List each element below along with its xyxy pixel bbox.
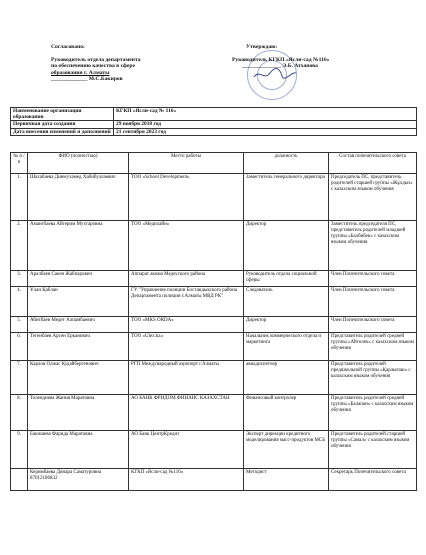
row-fio-cell: Амангбаева Айгерим Мухтаровна	[28, 221, 129, 271]
table-row	[11, 287, 417, 317]
row-work-cell: РГП Международный аэропорт г.Алматы	[129, 361, 244, 395]
row-work-cell: ТОО «School Development»	[129, 174, 244, 221]
info-row	[11, 121, 417, 128]
info-value: 29 ноября 2018 год	[114, 121, 417, 128]
row-role-cell: Член Попечительского совета	[329, 287, 417, 317]
table-row	[11, 361, 417, 395]
row-work-cell: ГУ "Управление полиции Бостандыкского района Департамента полиции г.Алматы МВД РК"	[129, 287, 244, 317]
table-row	[11, 333, 417, 361]
header-agreed	[51, 44, 211, 83]
agreed-signature: _____________ М.С.Бакиров	[51, 76, 123, 83]
row-role-cell: Член Попечительского совета	[329, 317, 417, 333]
row-work-cell: Аппарат акима Медеуского района	[129, 271, 244, 287]
row-fio-cell: Шахабаева Динмухамед Хабибуллаевич	[28, 174, 129, 221]
row-fio-cell: Толендиева Жания Маратовна	[28, 395, 129, 431]
row-num-cell: 7.	[11, 361, 28, 395]
approve-signature: ______________ Э.Б. Атханова	[242, 63, 318, 70]
row-position-cell: Руководитель отдела социальной сферы	[244, 271, 329, 287]
row-work-cell: ТОО «Ulex.kz»	[129, 333, 244, 361]
row-fio-cell: Карлов Олжас Кудайбергенович	[28, 361, 129, 395]
row-role-cell: Секретарь Попечительского совета	[329, 469, 417, 491]
header-approve	[232, 44, 397, 70]
info-row	[11, 128, 417, 135]
row-position-cell: Директор	[244, 317, 329, 333]
row-num-cell: 5.	[11, 317, 28, 333]
row-work-cell: ТОО «Медилайн»	[129, 221, 244, 271]
info-key: Наименование организации образования	[11, 108, 114, 121]
row-num-cell: 2.	[11, 221, 28, 271]
info-row	[11, 108, 417, 121]
table-row	[11, 431, 417, 469]
row-num-cell: 9.	[11, 431, 28, 469]
row-role-cell: Представитель родителей средней группы «Айгөлек» с казахским языком обучения	[329, 333, 417, 361]
table-row	[11, 174, 417, 221]
agreed-line-2: по обеспечению качества в сфере	[51, 63, 135, 70]
row-fio-cell: Тегенбаев Арсен Ерканович	[28, 333, 129, 361]
row-num-cell: 6.	[11, 333, 28, 361]
row-position-cell: Следователь	[244, 287, 329, 317]
table-row	[11, 221, 417, 271]
row-num-cell	[11, 469, 28, 491]
row-num-cell: 3.	[11, 271, 28, 287]
col-header-work: Место работы	[129, 153, 244, 174]
row-num-cell: 4.	[11, 287, 28, 317]
row-role-cell: Член Попечительского совета	[329, 271, 417, 287]
members-table	[10, 152, 417, 491]
col-header-fio: ФИО (полностью)	[28, 153, 129, 174]
row-work-cell: АО БАНК ФРИДОМ ФИНАНС КАЗАХСТАН	[129, 395, 244, 431]
row-num-cell: 1.	[11, 174, 28, 221]
row-position-cell: Финансовый контролер	[244, 395, 329, 431]
table-row	[11, 469, 417, 491]
col-header-role: Состав попечительского совета	[329, 153, 417, 174]
row-position-cell: Директор	[244, 221, 329, 271]
row-work-cell: КГКП «Ясли-сад №116»	[129, 469, 244, 491]
row-role-cell: Представитель родителей предшкольной группы «Қарлығаш» с казахским языком обучения	[329, 361, 417, 395]
col-header-position: должность	[244, 153, 329, 174]
row-role-cell: Представитель родителей старшей группы «Самал» с казахским языком обучения	[329, 431, 417, 469]
row-position-cell: Заместитель генерального директора	[244, 174, 329, 221]
info-value: КГКП «Ясли-сад № 116»	[114, 108, 417, 121]
table-row	[11, 317, 417, 333]
table-row	[11, 271, 417, 287]
approve-heading: Утверждаю:	[246, 44, 278, 50]
row-position-cell: Методист	[244, 469, 329, 491]
table-header-row	[11, 153, 417, 174]
row-position-cell: Эксперт дирекции кредитного моделирования масс-продуктов МСБ	[244, 431, 329, 469]
col-header-num: № п /п	[11, 153, 28, 174]
info-key: Первичная дата создания	[11, 121, 114, 128]
row-fio-cell: Керимбаева Динара Саматуровна 87012186832	[28, 469, 129, 491]
info-table	[10, 107, 417, 136]
row-role-cell: Председатель ПС, представитель родителей старшей группы «Жұлдыз» с казахским языком обучения	[329, 174, 417, 221]
row-work-cell: ТОО «MKS ORDA»	[129, 317, 244, 333]
approve-line-1: Руководитель КГКП «Ясли-сад №116»	[232, 56, 330, 63]
row-role-cell: Представитель родителей средней группы «Балапан» с казахским языком обучения	[329, 395, 417, 431]
info-key: Дата внесения изменений и дополнений	[11, 128, 114, 135]
agreed-line-3: образования г. Алматы	[51, 69, 110, 76]
row-fio-cell: Бакишева Фарида Маратовна	[28, 431, 129, 469]
row-fio-cell: Абитбаев Медет Алпамбаевич	[28, 317, 129, 333]
agreed-line-1: Руководитель отдела департамента	[51, 56, 141, 63]
table-row	[11, 395, 417, 431]
row-num-cell: 8.	[11, 395, 28, 431]
row-work-cell: АО Банк ЦентрКредит	[129, 431, 244, 469]
row-role-cell: Заместитель председателя ПС, представитель родителей младшей группы «Балбөбек» с казахским языком обучения	[329, 221, 417, 271]
info-value: 21 сентября 2023 год	[114, 128, 417, 135]
row-fio-cell: Аралбаев Сакен Жабпарович	[28, 271, 129, 287]
row-position-cell: Начальник коммерческого отдела и маркетинга	[244, 333, 329, 361]
row-position-cell: авиадиспетчер	[244, 361, 329, 395]
agreed-heading: Согласовано:	[51, 44, 85, 50]
row-fio-cell: Ұлан Қаблан	[28, 287, 129, 317]
